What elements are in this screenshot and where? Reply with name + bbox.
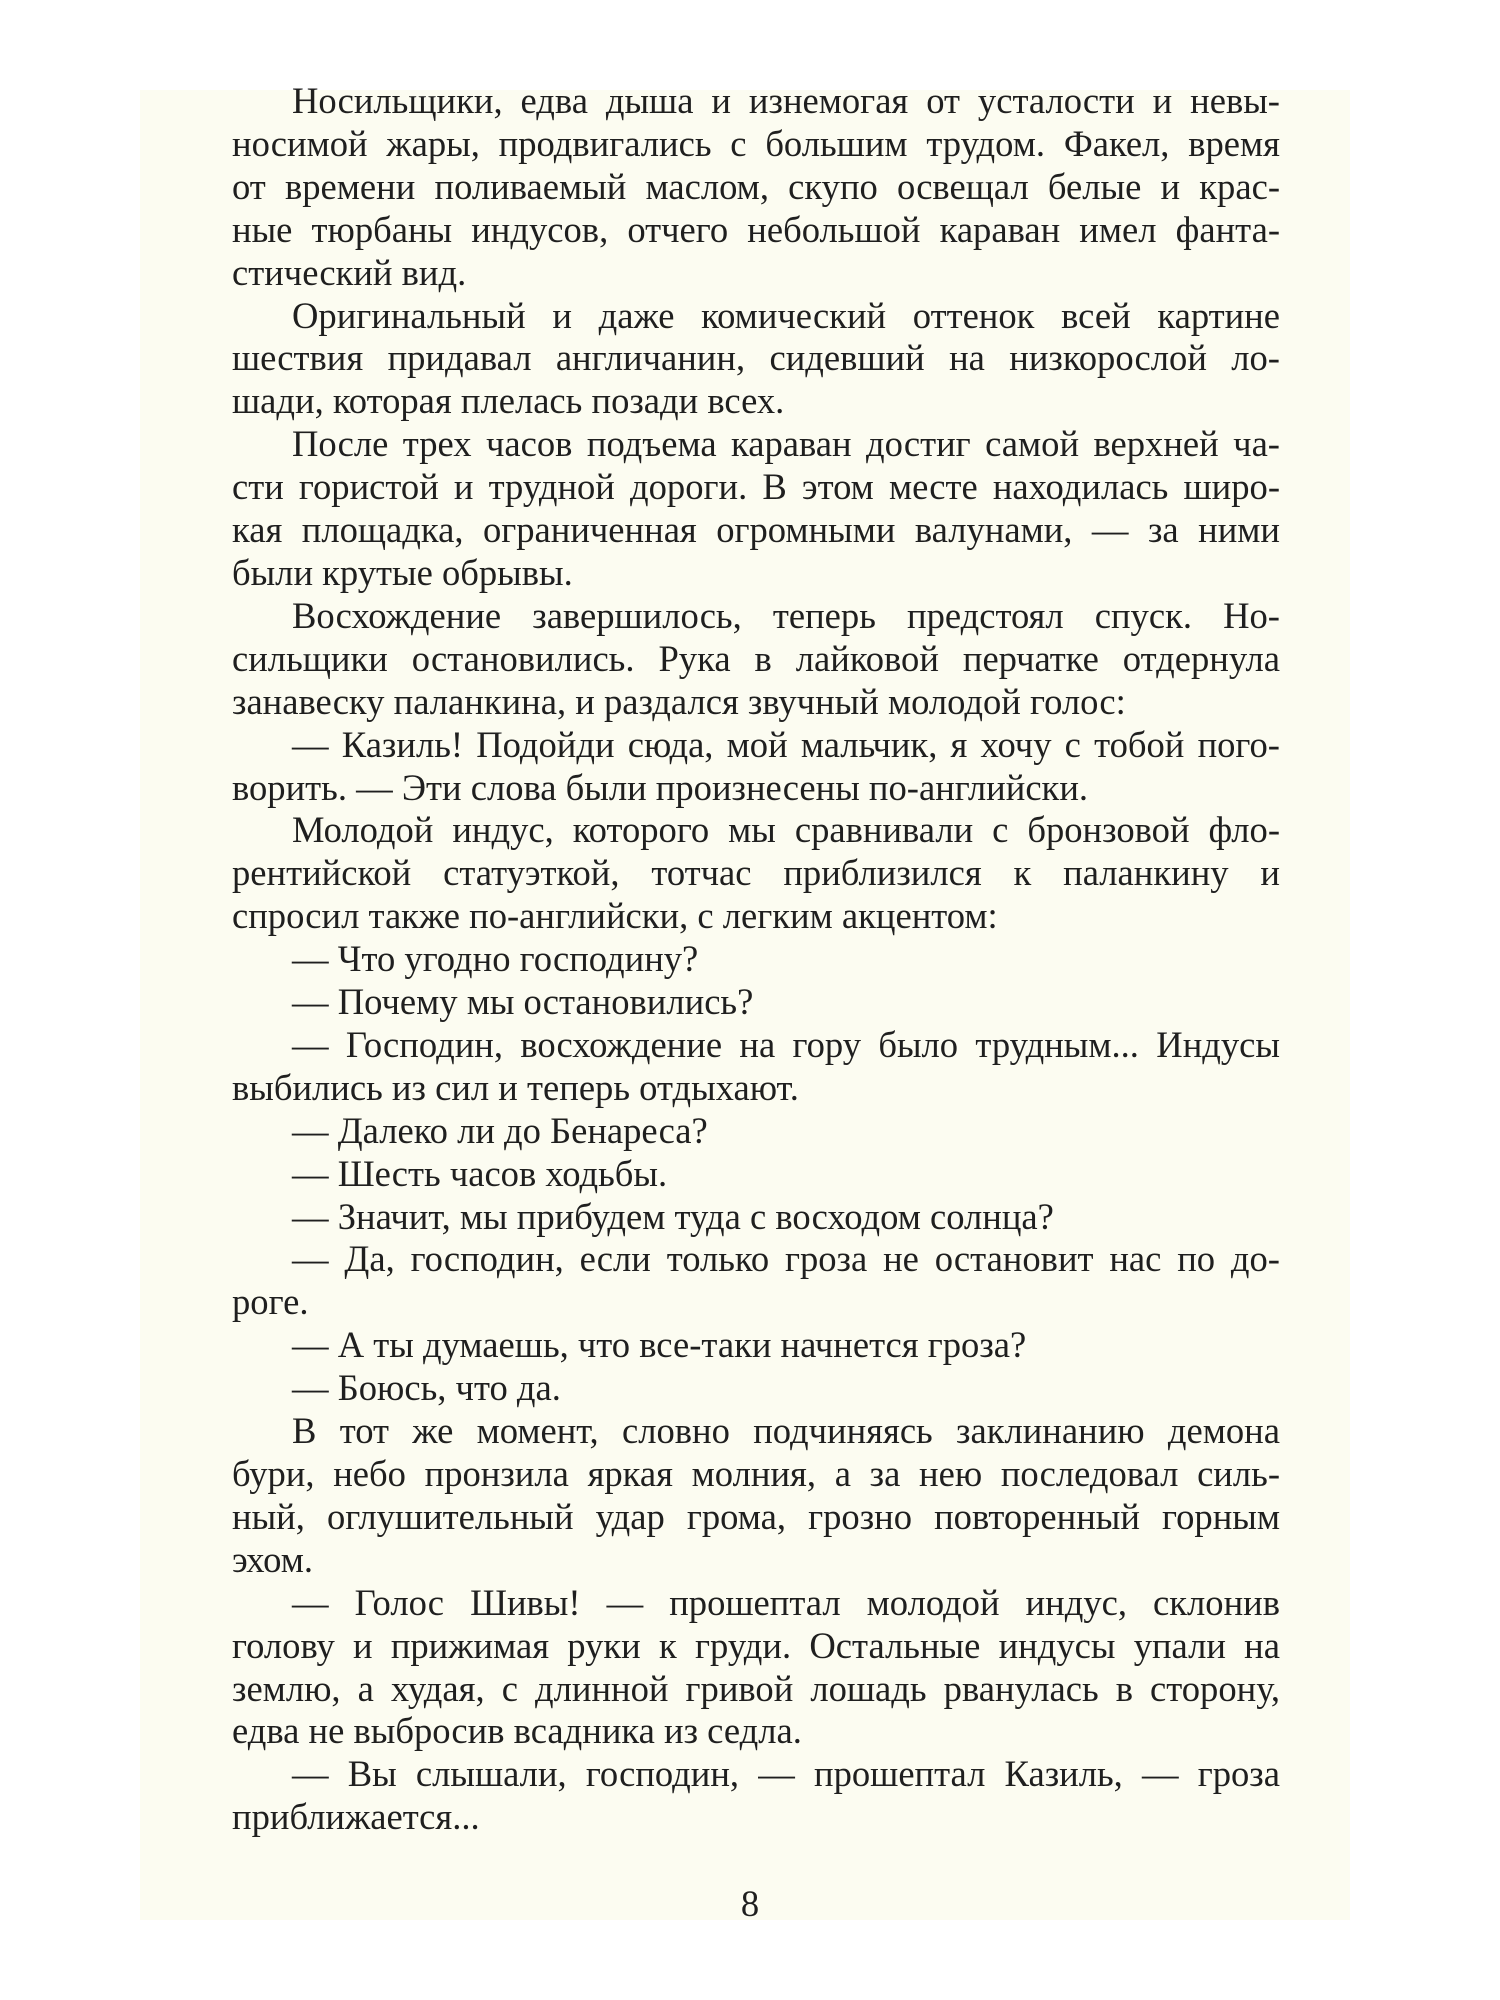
text-line: спросил также по-английски, с легким акцентом: [232, 895, 998, 937]
text-line: — Казиль! Подойди сюда, мой мальчик, я хочу с тобой пого- [292, 723, 1280, 765]
text-line: Оригинальный и даже комический оттенок всей картине [292, 294, 1280, 336]
page-number: 8 [740, 1883, 760, 1924]
text-line: — Вы слышали, господин, — прошептал Казиль, — гроза [292, 1753, 1280, 1795]
text-line: выбились из сил и теперь отдыхают. [232, 1066, 799, 1108]
text-line: голову и прижимая руки к груди. Остальные индусы упали на [232, 1624, 1280, 1666]
text-line: В тот же момент, словно подчиняясь заклинанию демона [292, 1410, 1280, 1452]
text-line: землю, а худая, с длинной гривой лошадь рванулась в сторону, [232, 1667, 1280, 1709]
text-line: шади, которая плелась позади всех. [232, 380, 785, 422]
text-line: — Далеко ли до Бенареса? [292, 1109, 708, 1151]
text-line: стический вид. [232, 251, 467, 293]
text-line: Восхождение завершилось, теперь предстоял спуск. Но- [292, 594, 1280, 636]
text-line: Молодой индус, которого мы сравнивали с бронзовой фло- [292, 809, 1280, 851]
text-line: — Значит, мы прибудем туда с восходом солнца? [292, 1195, 1054, 1237]
text-line: рентийской статуэткой, тотчас приблизился к паланкину и [232, 852, 1280, 894]
text-line: были крутые обрывы. [232, 551, 573, 593]
text-line: — А ты думаешь, что все-таки начнется гроза? [292, 1324, 1027, 1366]
text-line: ные тюрбаны индусов, отчего небольшой караван имел фанта- [232, 208, 1280, 250]
body-text [232, 80, 1280, 1839]
text-line: — Да, господин, если только гроза не остановит нас по до- [292, 1238, 1280, 1280]
text-line: — Шесть часов ходьбы. [292, 1152, 668, 1194]
text-line: — Почему мы остановились? [292, 981, 754, 1023]
text-line: едва не выбросив всадника из седла. [232, 1710, 802, 1752]
text-line: от времени поливаемый маслом, скупо освещал белые и крас- [232, 165, 1280, 207]
text-line: После трех часов подъема караван достиг самой верхней ча- [292, 423, 1280, 465]
text-line: занавеску паланкина, и раздался звучный молодой голос: [232, 680, 1126, 722]
text-line: — Что угодно господину? [292, 938, 699, 980]
text-line: бури, небо пронзила яркая молния, а за нею последовал силь- [232, 1453, 1280, 1494]
text-line: — Голос Шивы! — прошептал молодой индус, склонив [292, 1581, 1280, 1623]
text-line: ный, оглушительный удар грома, грозно повторенный горным [232, 1495, 1280, 1537]
text-line: приближается... [232, 1796, 480, 1838]
text-line: роге. [232, 1281, 309, 1323]
text-line: шествия придавал англичанин, сидевший на низкорослой ло- [232, 337, 1280, 379]
text-line: носимой жары, продвигались с большим трудом. Факел, время [232, 122, 1280, 164]
text-line: — Боюсь, что да. [292, 1367, 561, 1409]
text-line: сти гористой и трудной дороги. В этом месте находилась широ- [232, 466, 1280, 508]
text-line: — Господин, восхождение на гору было трудным... Индусы [292, 1023, 1280, 1065]
text-line: эхом. [232, 1538, 314, 1580]
text-line: ворить. — Эти слова были произнесены по-английски. [232, 766, 1089, 808]
text-line: кая площадка, ограниченная огромными валунами, — за ними [232, 509, 1280, 551]
text-line: Носильщики, едва дыша и изнемогая от усталости и невы- [292, 80, 1280, 121]
text-line: сильщики остановились. Рука в лайковой перчатке отдернула [232, 637, 1280, 679]
